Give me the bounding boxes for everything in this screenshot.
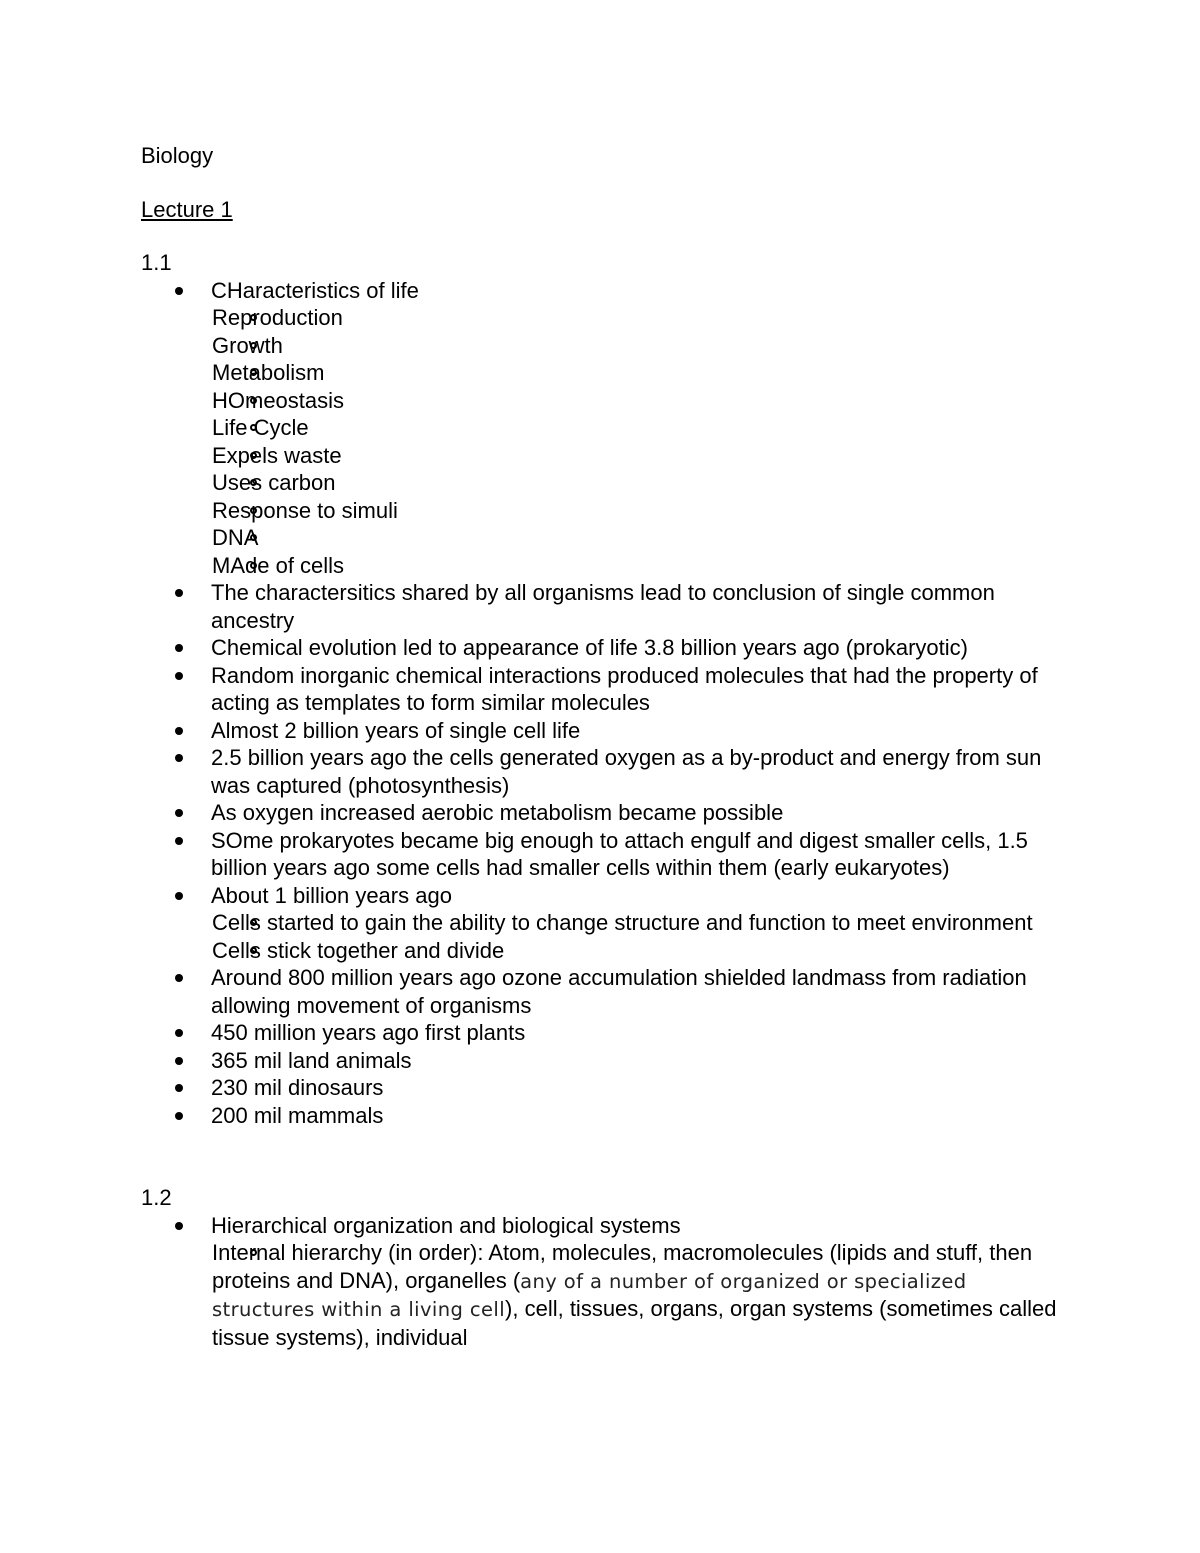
bullet-circle-icon [250,479,257,486]
bullet-dot-icon [175,1029,183,1037]
list-item [141,882,1061,965]
section-number: 1.1 [141,250,172,275]
list-item [141,744,1061,799]
doc-title: Biology [141,143,214,168]
bullet-dot-icon [175,644,183,652]
sub-list [141,1239,1061,1351]
sub-list-item-text: Internal hierarchy (in order): Atom, molecules, macromolecules (lipids and stuff, then proteins and DNA), organelles ( [212,1240,1033,1293]
bullet-dot-icon [175,1222,183,1230]
list-item-text: 365 mil land animals [211,1047,412,1073]
bullet-circle-icon [250,1249,257,1256]
bullet-dot-icon [175,672,183,680]
bullet-dot-icon [175,1057,183,1065]
list-item [141,634,1061,662]
sub-list-item [141,937,1061,965]
bullet-circle-icon [250,919,257,926]
list-item-text: Almost 2 billion years of single cell life [211,717,581,743]
sub-list-item-text: Reproduction [212,305,343,330]
list-item [141,1212,1061,1352]
sub-list-item [141,304,1061,332]
sub-list [141,909,1061,964]
sub-list-item-text: Cells started to gain the ability to change structure and function to meet environment [212,910,1033,935]
list-item-text: Around 800 million years ago ozone accumulation shielded landmass from radiation allowing movement of organisms [211,965,1027,1018]
sub-list-item [141,497,1061,525]
lecture-heading: Lecture 1 [141,196,233,222]
sub-list-item-text: Response to simuli [212,497,398,523]
bullet-circle-icon [250,507,257,514]
bullet-dot-icon [175,837,183,845]
bullet-circle-icon [250,342,257,349]
list-item-text: 2.5 billion years ago the cells generated oxygen as a by-product and energy from sun was captured (photosynthesis) [211,745,1042,798]
list-item [141,579,1061,634]
sub-list-item-text: Growth [212,332,283,358]
sub-list-item [141,909,1061,937]
sub-list-item [141,387,1061,415]
sub-list-item-text: Expels waste [212,442,342,468]
bullet-dot-icon [175,727,183,735]
sub-list-item [141,442,1061,470]
section-number: 1.2 [141,1185,172,1210]
document-page [141,142,1061,1351]
bullet-dot-icon [175,892,183,900]
sub-list-item [141,524,1061,552]
list-item [141,1019,1061,1047]
sub-list-item-text: Metabolism [212,360,325,385]
list-item-text: As oxygen increased aerobic metabolism became possible [211,800,784,825]
bullet-dot-icon [175,1084,183,1092]
list-item-text: CHaracteristics of life [211,277,419,303]
section-spacer [141,1129,1061,1184]
bullet-list [141,1212,1061,1352]
bullet-circle-icon [250,397,257,404]
list-item [141,827,1061,882]
sub-list-item [141,1239,1061,1351]
list-item-text: SOme prokaryotes became big enough to attach engulf and digest smaller cells, 1.5 billion years ago some cells had smaller cells within them (early eukaryotes) [211,827,1028,880]
list-item-text: Random inorganic chemical interactions produced molecules that had the property of acting as templates to form similar molecules [211,662,1038,715]
sub-list-item-text: MAde of cells [212,552,345,578]
bullet-list [141,277,1061,1130]
bullet-circle-icon [250,314,257,321]
list-item [141,277,1061,580]
sub-list-item-text: Cells stick together and divide [212,937,505,963]
bullet-dot-icon [175,974,183,982]
list-item [141,662,1061,717]
sub-list-item [141,414,1061,442]
list-item [141,1074,1061,1102]
bullet-circle-icon [250,947,257,954]
bullet-circle-icon [250,452,257,459]
bullet-dot-icon [175,809,183,817]
bullet-dot-icon [175,1112,183,1120]
list-item [141,964,1061,1019]
sub-list-item [141,469,1061,497]
list-item-text: 230 mil dinosaurs [211,1075,384,1100]
definition-text: any of a number of organized or specialized structures within a living cell [212,1269,967,1321]
sub-list-item-text: ), cell, tissues, organs, organ systems (sometimes called tissue systems), individual [212,1296,1057,1350]
list-item [141,1047,1061,1075]
bullet-dot-icon [175,589,183,597]
list-item-text: 200 mil mammals [211,1102,384,1128]
bullet-dot-icon [175,287,183,295]
sub-list-item [141,332,1061,360]
list-item-text: About 1 billion years ago [211,882,452,908]
sub-list-item [141,359,1061,387]
bullet-circle-icon [250,562,257,569]
list-item-text: Hierarchical organization and biological systems [211,1212,681,1238]
list-item [141,1102,1061,1130]
bullet-circle-icon [250,369,257,376]
sub-list-item-text: DNA [212,525,259,550]
list-item-text: The charactersitics shared by all organisms lead to conclusion of single common ancestry [211,580,995,633]
list-item [141,799,1061,827]
list-item-text: Chemical evolution led to appearance of life 3.8 billion years ago (prokaryotic) [211,635,968,660]
sub-list-item-text: Uses carbon [212,470,336,495]
bullet-circle-icon [250,534,257,541]
bullet-dot-icon [175,754,183,762]
sub-list-item [141,552,1061,580]
sub-list-item-text: HOmeostasis [212,387,345,413]
list-item-text: 450 million years ago first plants [211,1020,526,1045]
list-item [141,717,1061,745]
sections-container [141,249,1061,1351]
sub-list-item-text: Life Cycle [212,415,309,440]
bullet-circle-icon [250,424,257,431]
sub-list [141,304,1061,579]
